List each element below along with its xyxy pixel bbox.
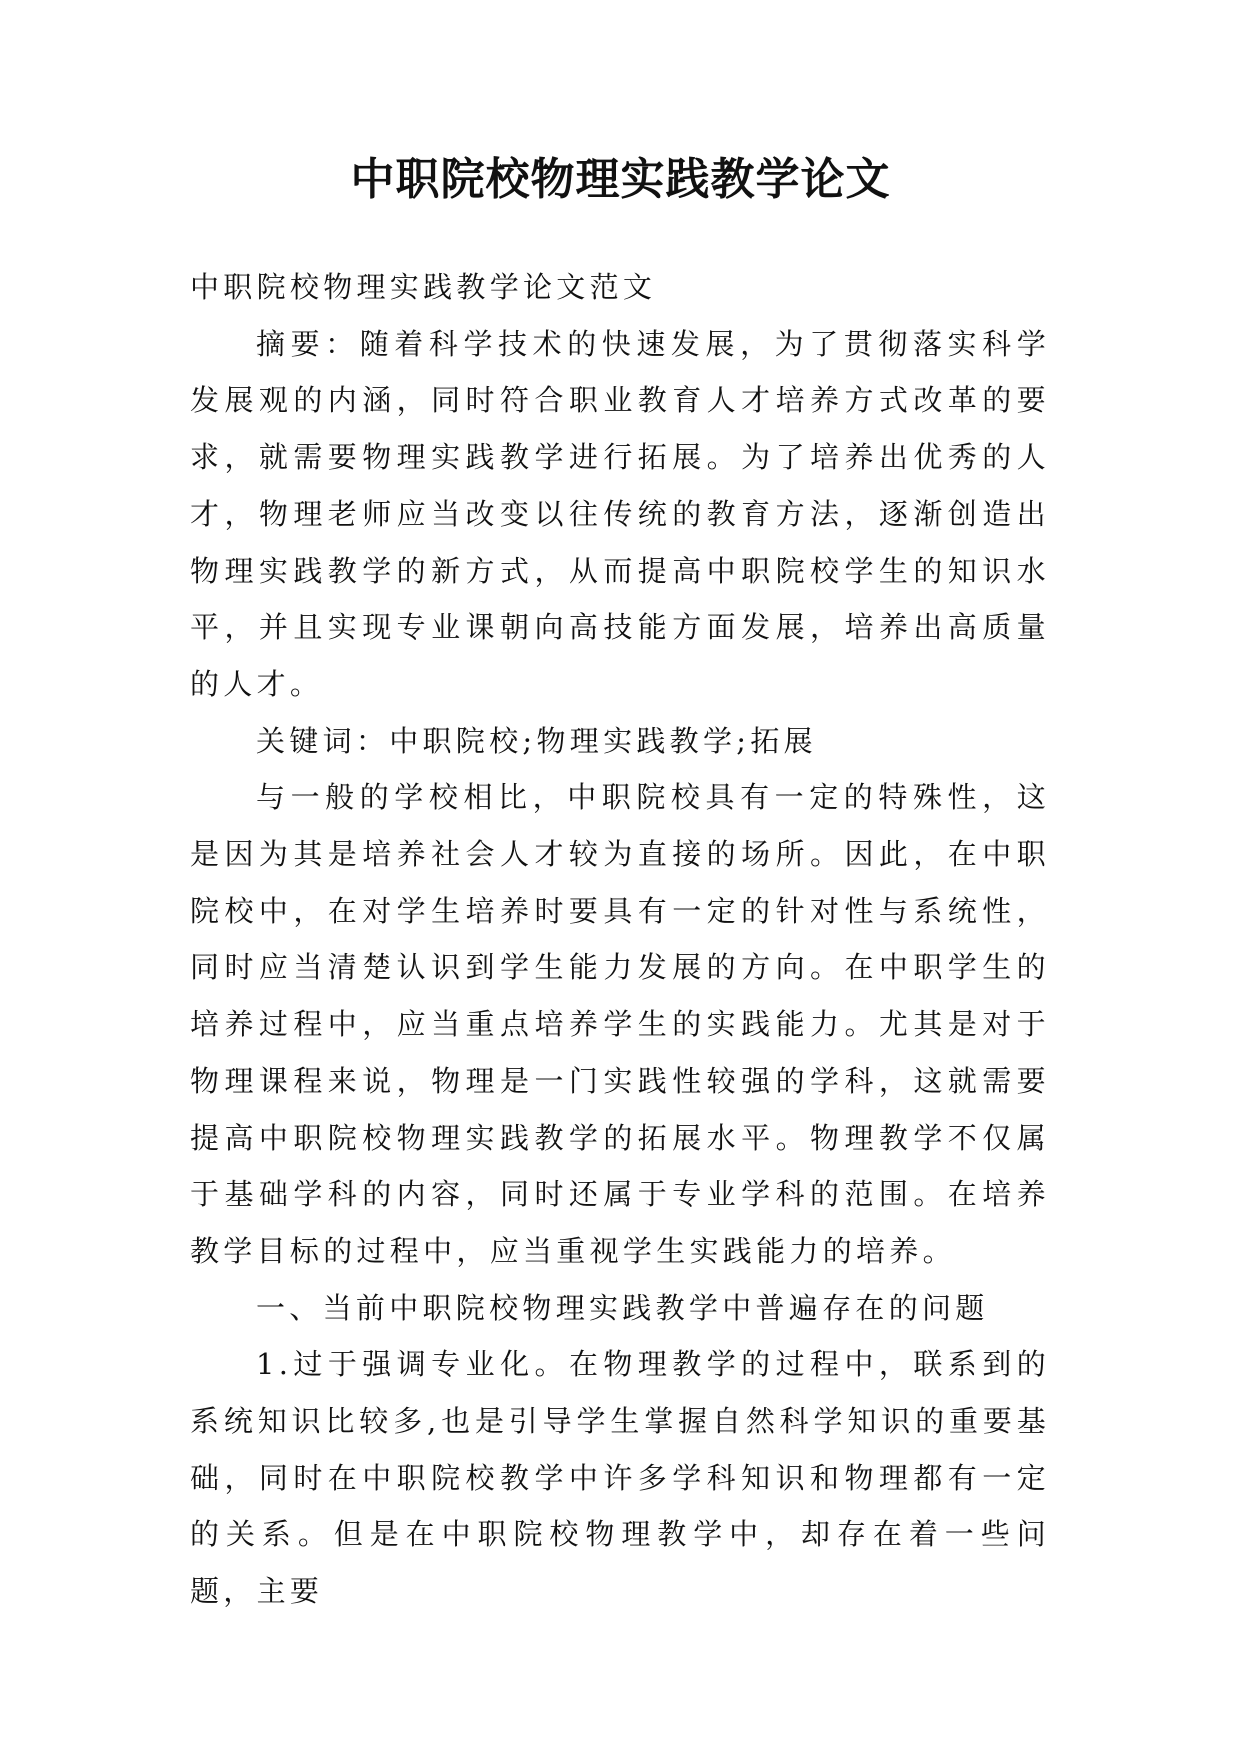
document-body [190,259,1050,1620]
intro-paragraph: 与一般的学校相比，中职院校具有一定的特殊性，这是因为其是培养社会人才较为直接的场所。因此，在中职院校中，在对学生培养时要具有一定的针对性与系统性，同时应当清楚认识到学生能力发展的方向。在中职学生的培养过程中，应当重点培养学生的实践能力。尤其是对于物理课程来说，物理是一门实践性较强的学科，这就需要提高中职院校物理实践教学的拓展水平。物理教学不仅属于基础学科的内容，同时还属于专业学科的范围。在培养教学目标的过程中，应当重视学生实践能力的培养。 [190,780,1050,1268]
document-title: 中职院校物理实践教学论文 [350,154,891,205]
section-heading: 一、当前中职院校物理实践教学中普遍存在的问题 [256,1290,989,1325]
abstract-paragraph: 摘要：随着科学技术的快速发展，为了贯彻落实科学发展观的内涵，同时符合职业教育人才培养方式改革的要求，就需要物理实践教学进行拓展。为了培养出优秀的人才，物理老师应当改变以往传统的教育方法，逐渐创造出物理实践教学的新方式，从而提高中职院校学生的知识水平，并且实现专业课朝向高技能方面发展，培养出高质量的人才。 [190,326,1050,701]
document-subtitle: 中职院校物理实践教学论文范文 [190,270,657,304]
section-paragraph: 1.过于强调专业化。在物理教学的过程中，联系到的系统知识比较多,也是引导学生掌握自然科学知识的重要基础，同时在中职院校教学中许多学科知识和物理都有一定的关系。但是在中职院校物理教学中，却存在着一些问题，主要 [190,1347,1050,1609]
keywords-line: 关键词：中职院校;物理实践教学;拓展 [256,723,817,758]
